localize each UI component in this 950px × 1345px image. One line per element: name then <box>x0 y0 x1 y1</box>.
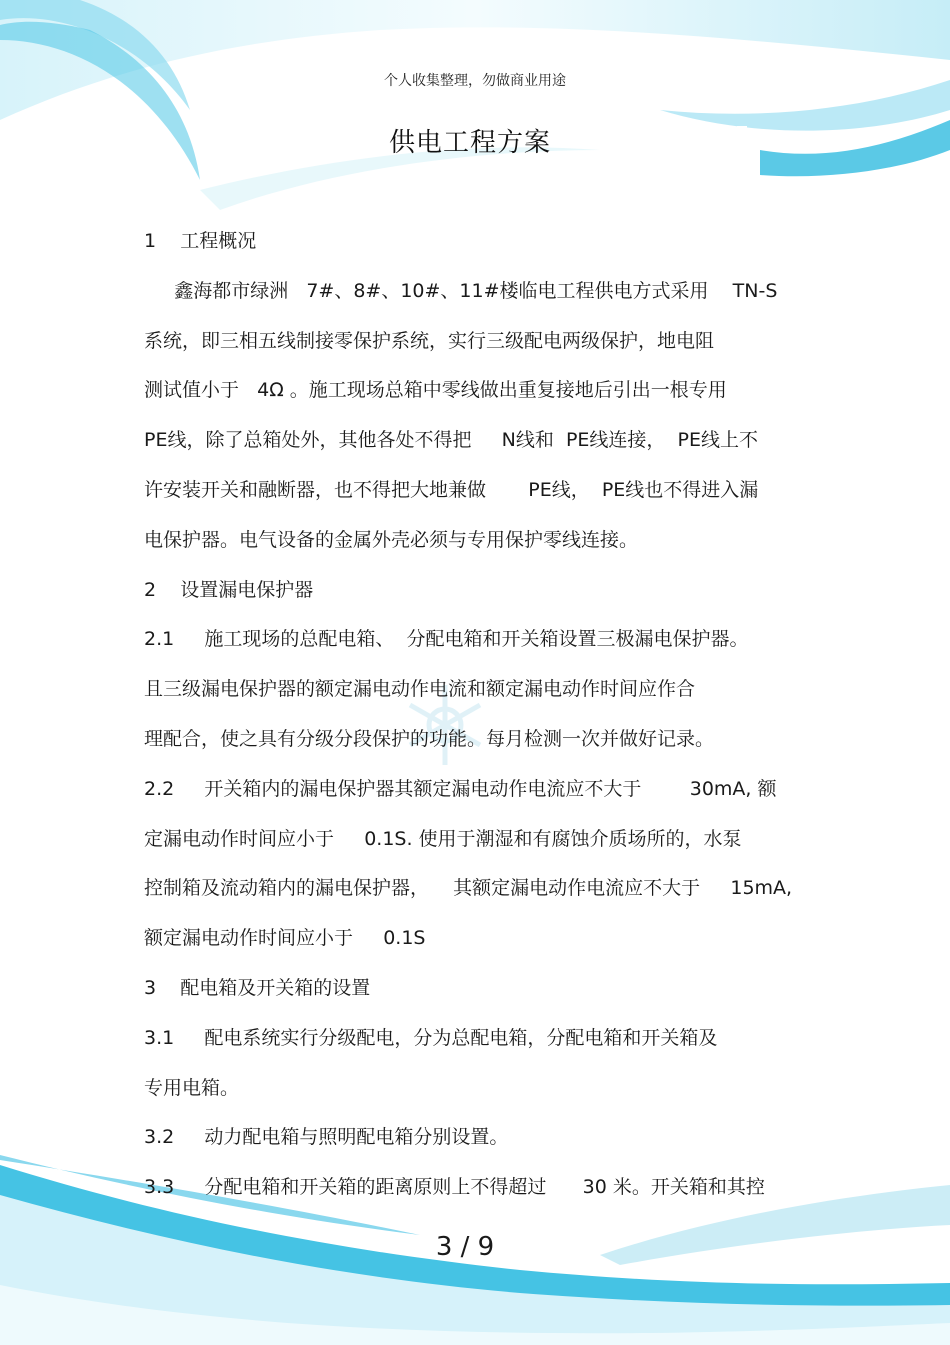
header-note: 个人收集整理，勿做商业用途 <box>384 73 566 89</box>
paragraph-line: 鑫海都市绿洲 7#、8#、10#、11#楼临电工程供电方式采用 TN-S <box>144 279 778 302</box>
paragraph-line: 理配合，使之具有分级分段保护的功能。每月检测一次并做好记录。 <box>144 727 715 750</box>
paragraph-line: 3.1 配电系统实行分级配电，分为总配电箱，分配电箱和开关箱及 <box>144 1026 718 1049</box>
paragraph-line: 许安装开关和融断器，也不得把大地兼做 PE线， PE线也不得进入漏 <box>144 478 759 501</box>
section-heading: 1 工程概况 <box>144 230 257 252</box>
title-accent-bar <box>737 126 747 174</box>
section-heading: 2 设置漏电保护器 <box>144 578 314 601</box>
paragraph-line: 系统，即三相五线制接零保护系统，实行三级配电两级保护，地电阻 <box>144 329 715 352</box>
paragraph-line: 3.3 分配电箱和开关箱的距离原则上不得超过 30 米。开关箱和其控 <box>144 1176 765 1199</box>
paragraph-line: 2.2 开关箱内的漏电保护器其额定漏电动作电流应不大于 30mA, 额 <box>144 777 777 800</box>
paragraph-line: 电保护器。电气设备的金属外壳必须与专用保护零线连接。 <box>144 528 639 551</box>
section-heading: 3 配电箱及开关箱的设置 <box>144 976 371 999</box>
paragraph-line: 控制箱及流动箱内的漏电保护器， 其额定漏电动作电流应不大于 15mA, <box>144 877 793 900</box>
document-body <box>144 217 844 1213</box>
document-title: 供电工程方案 <box>388 128 551 158</box>
paragraph-line: 2.1 施工现场的总配电箱、 分配电箱和开关箱设置三极漏电保护器。 <box>144 628 749 651</box>
paragraph-line: PE线，除了总箱处外，其他各处不得把 N线和 PE线连接， PE线上不 <box>144 429 758 452</box>
paragraph-line: 3.2 动力配电箱与照明配电箱分别设置。 <box>144 1126 509 1149</box>
paragraph-line: 专用电箱。 <box>144 1076 240 1099</box>
paragraph-line: 且三级漏电保护器的额定漏电动作电流和额定漏电动作时间应作合 <box>144 678 696 701</box>
paragraph-line: 测试值小于 4Ω 。施工现场总箱中零线做出重复接地后引出一根专用 <box>144 379 727 402</box>
paragraph-line: 额定漏电动作时间应小于 0.1S <box>144 927 426 950</box>
top-wave-decoration <box>0 0 950 240</box>
page-number: 3 / 9 <box>435 1232 495 1262</box>
paragraph-line: 定漏电动作时间应小于 0.1S. 使用于潮湿和有腐蚀介质场所的，水泵 <box>144 827 742 850</box>
